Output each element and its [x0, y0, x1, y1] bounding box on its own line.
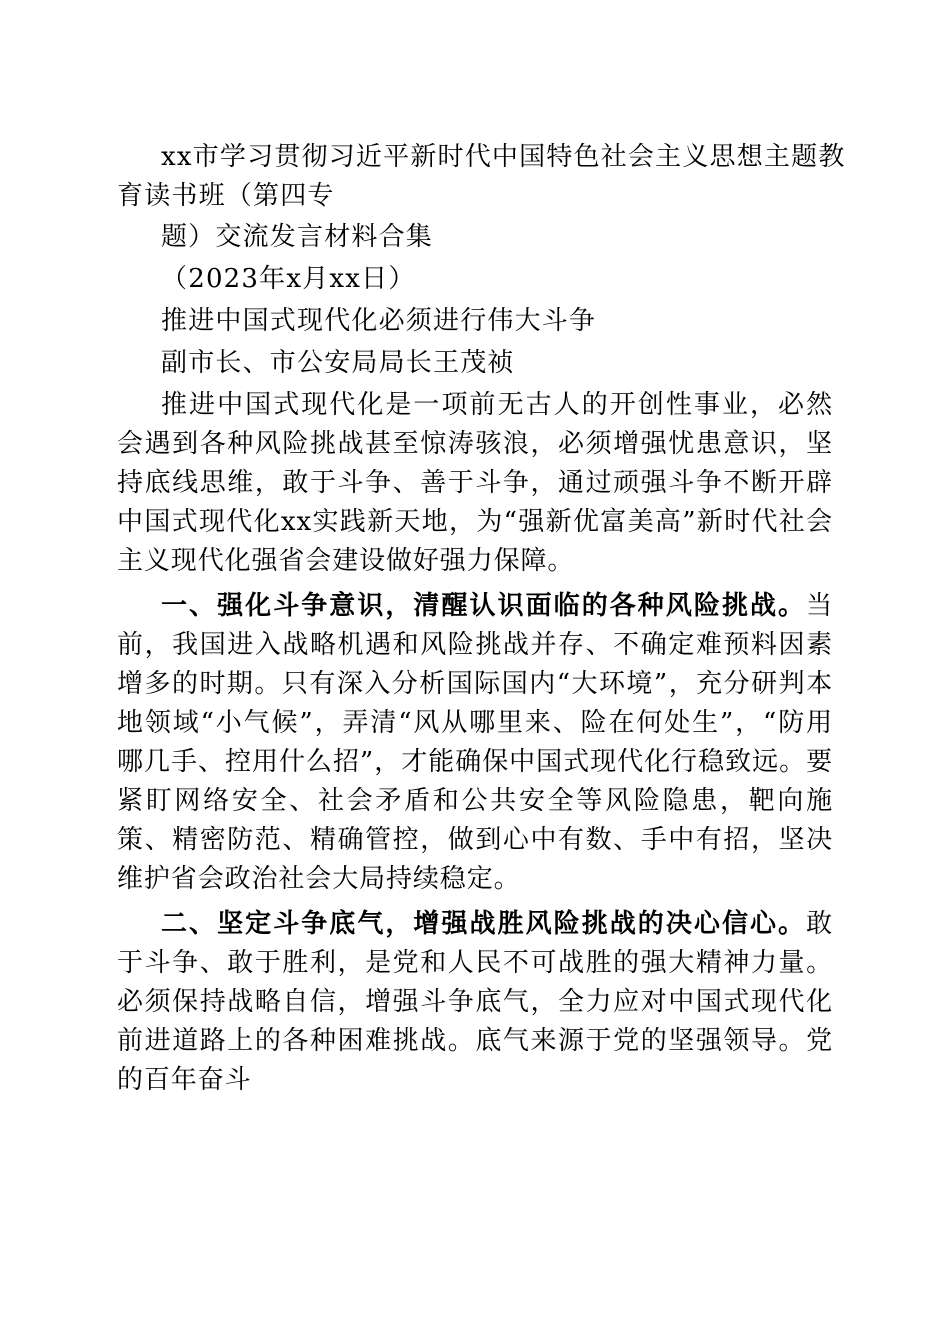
section-2-paragraph — [117, 905, 833, 1100]
section-2-heading: 二、坚定斗争底气，增强战胜风险挑战的决心信心。 — [161, 909, 807, 939]
article-title: 推进中国式现代化必须进行伟大斗争 — [161, 306, 597, 336]
section-2-body: 敢于斗争、敢于胜利，是党和人民不可战胜的强大精神力量。必须保持战略自信，增强斗争底气，全力应对中国式现代化前进道路上的各种困难挑战。底气来源于党的坚强领导。党的百年奋斗 — [117, 909, 833, 1095]
document-title-line-1: xx市学习贯彻习近平新时代中国特色社会主义思想主题教 — [161, 142, 846, 172]
document-title-line-2: 育读书班（第四专 — [117, 181, 335, 211]
section-1-heading: 一、强化斗争意识，清醒认识面临的各种风险挑战。 — [161, 591, 807, 621]
document-title-line-3: 题）交流发言材料合集 — [161, 222, 434, 252]
author-line: 副市长、市公安局局长王茂祯 — [161, 348, 515, 378]
document-page — [117, 138, 846, 1100]
section-1-paragraph — [117, 587, 833, 899]
intro-paragraph: 推进中国式现代化是一项前无古人的开创性事业，必然会遇到各种风险挑战甚至惊涛骇浪，必须增强忧患意识，坚持底线思维，敢于斗争、善于斗争，通过顽强斗争不断开辟中国式现代化xx实践新天地，为“强新优富美高”新时代社会主义现代化强省会建设做好强力保障。 — [117, 390, 833, 576]
section-1-body: 当前，我国进入战略机遇和风险挑战并存、不确定难预料因素增多的时期。只有深入分析国际国内“大环境”，充分研判本地领域“小气候”，弄清“风从哪里来、险在何处生”，“防用哪几手、控用什么招”，才能确保中国式现代化行稳致远。要紧盯网络安全、社会矛盾和公共安全等风险隐患，靶向施策、精密防范、精确管控，做到心中有数、手中有招，坚决维护省会政治社会大局持续稳定。 — [117, 591, 833, 894]
document-date: （2023年x月xx日） — [161, 264, 416, 294]
